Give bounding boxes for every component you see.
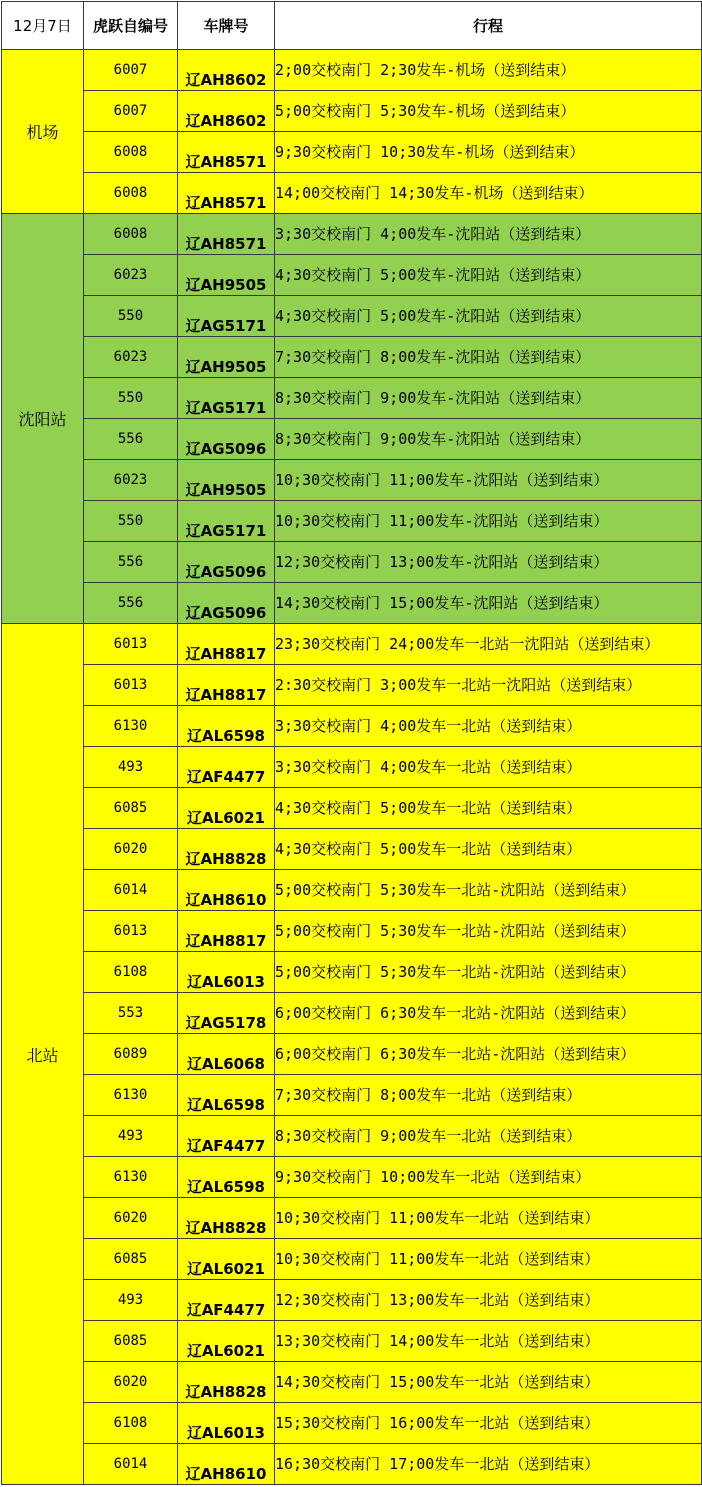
table-row — [2, 501, 702, 542]
route-cell: 3;30交校南门 4;00发车-沈阳站（送到结束） — [275, 214, 702, 255]
plate-cell: 辽AH8571 — [178, 173, 275, 214]
table-row — [2, 993, 702, 1034]
route-cell: 3;30交校南门 4;00发车一北站（送到结束） — [275, 747, 702, 788]
plate-cell: 辽AH8571 — [178, 132, 275, 173]
plate-cell: 辽AH8828 — [178, 1362, 275, 1403]
route-cell: 23;30交校南门 24;00发车一北站一沈阳站（送到结束） — [275, 624, 702, 665]
plate-cell: 辽AG5096 — [178, 542, 275, 583]
vehicle-id-cell: 6013 — [84, 665, 178, 706]
route-cell: 12;30交校南门 13;00发车-沈阳站（送到结束） — [275, 542, 702, 583]
vehicle-id-cell: 6008 — [84, 132, 178, 173]
vehicle-id-cell: 6130 — [84, 706, 178, 747]
plate-cell: 辽AH8828 — [178, 1198, 275, 1239]
plate-cell: 辽AG5096 — [178, 419, 275, 460]
table-row — [2, 829, 702, 870]
vehicle-id-cell: 556 — [84, 419, 178, 460]
plate-cell: 辽AL6021 — [178, 788, 275, 829]
table-row — [2, 788, 702, 829]
table-row — [2, 1280, 702, 1321]
vehicle-id-cell: 6014 — [84, 1444, 178, 1485]
route-cell: 9;30交校南门 10;30发车-机场（送到结束） — [275, 132, 702, 173]
plate-cell: 辽AH9505 — [178, 337, 275, 378]
table-row — [2, 1321, 702, 1362]
route-cell: 3;30交校南门 4;00发车一北站（送到结束） — [275, 706, 702, 747]
table-row — [2, 1116, 702, 1157]
vehicle-id-cell: 6023 — [84, 255, 178, 296]
table-row — [2, 952, 702, 993]
table-row — [2, 1362, 702, 1403]
table-row — [2, 747, 702, 788]
route-cell: 5;00交校南门 5;30发车一北站-沈阳站（送到结束） — [275, 911, 702, 952]
vehicle-id-cell: 6007 — [84, 50, 178, 91]
plate-cell: 辽AH8817 — [178, 665, 275, 706]
route-cell: 2;00交校南门 2;30发车-机场（送到结束） — [275, 50, 702, 91]
table-row — [2, 91, 702, 132]
plate-cell: 辽AL6598 — [178, 1157, 275, 1198]
route-cell: 7;30交校南门 8;00发车一北站（送到结束） — [275, 1075, 702, 1116]
route-cell: 10;30交校南门 11;00发车-沈阳站（送到结束） — [275, 501, 702, 542]
plate-cell: 辽AL6013 — [178, 1403, 275, 1444]
route-cell: 9;30交校南门 10;00发车一北站（送到结束） — [275, 1157, 702, 1198]
schedule-body — [2, 50, 702, 1485]
destination-group-label: 北站 — [2, 624, 84, 1485]
table-row — [2, 1157, 702, 1198]
table-row — [2, 132, 702, 173]
route-cell: 14;30交校南门 15;00发车一北站（送到结束） — [275, 1362, 702, 1403]
vehicle-id-cell: 556 — [84, 583, 178, 624]
route-cell: 5;00交校南门 5;30发车一北站-沈阳站（送到结束） — [275, 870, 702, 911]
plate-cell: 辽AL6068 — [178, 1034, 275, 1075]
route-cell: 15;30交校南门 16;00发车一北站（送到结束） — [275, 1403, 702, 1444]
route-cell: 4;30交校南门 5;00发车-沈阳站（送到结束） — [275, 296, 702, 337]
vehicle-id-cell: 550 — [84, 296, 178, 337]
vehicle-id-cell: 6013 — [84, 911, 178, 952]
route-cell: 10;30交校南门 11;00发车一北站（送到结束） — [275, 1239, 702, 1280]
plate-cell: 辽AL6013 — [178, 952, 275, 993]
table-row — [2, 378, 702, 419]
plate-cell: 辽AG5171 — [178, 296, 275, 337]
route-cell: 12;30交校南门 13;00发车一北站（送到结束） — [275, 1280, 702, 1321]
plate-cell: 辽AF4477 — [178, 1280, 275, 1321]
table-row — [2, 1239, 702, 1280]
vehicle-id-cell: 6008 — [84, 173, 178, 214]
vehicle-id-cell: 553 — [84, 993, 178, 1034]
vehicle-id-cell: 6007 — [84, 91, 178, 132]
vehicle-id-cell: 6108 — [84, 952, 178, 993]
route-cell: 5;00交校南门 5;30发车-机场（送到结束） — [275, 91, 702, 132]
plate-header: 车牌号 — [178, 2, 275, 50]
plate-cell: 辽AG5178 — [178, 993, 275, 1034]
plate-cell: 辽AL6021 — [178, 1321, 275, 1362]
table-row — [2, 50, 702, 91]
destination-group-label: 沈阳站 — [2, 214, 84, 624]
table-row — [2, 870, 702, 911]
plate-cell: 辽AH8602 — [178, 91, 275, 132]
plate-cell: 辽AH9505 — [178, 460, 275, 501]
route-cell: 4;30交校南门 5;00发车一北站（送到结束） — [275, 829, 702, 870]
plate-cell: 辽AG5096 — [178, 583, 275, 624]
vehicle-id-cell: 6020 — [84, 829, 178, 870]
table-row — [2, 542, 702, 583]
table-row — [2, 337, 702, 378]
vehicle-id-cell: 550 — [84, 378, 178, 419]
plate-cell: 辽AH8828 — [178, 829, 275, 870]
table-row — [2, 419, 702, 460]
route-cell: 8;30交校南门 9;00发车-沈阳站（送到结束） — [275, 378, 702, 419]
plate-cell: 辽AL6598 — [178, 1075, 275, 1116]
route-cell: 4;30交校南门 5;00发车-沈阳站（送到结束） — [275, 255, 702, 296]
vehicle-id-cell: 556 — [84, 542, 178, 583]
vehicle-id-header: 虎跃自编号 — [84, 2, 178, 50]
vehicle-id-cell: 493 — [84, 747, 178, 788]
plate-cell: 辽AH8817 — [178, 624, 275, 665]
vehicle-id-cell: 6108 — [84, 1403, 178, 1444]
route-cell: 6;00交校南门 6;30发车一北站-沈阳站（送到结束） — [275, 1034, 702, 1075]
plate-cell: 辽AH8571 — [178, 214, 275, 255]
table-row — [2, 173, 702, 214]
table-row — [2, 911, 702, 952]
plate-cell: 辽AH9505 — [178, 255, 275, 296]
schedule-table — [1, 1, 702, 1485]
plate-cell: 辽AG5171 — [178, 501, 275, 542]
vehicle-id-cell: 6089 — [84, 1034, 178, 1075]
table-row — [2, 583, 702, 624]
vehicle-id-cell: 6020 — [84, 1362, 178, 1403]
table-row — [2, 1075, 702, 1116]
route-cell: 10;30交校南门 11;00发车-沈阳站（送到结束） — [275, 460, 702, 501]
route-cell: 8;30交校南门 9;00发车-沈阳站（送到结束） — [275, 419, 702, 460]
route-cell: 14;00交校南门 14;30发车-机场（送到结束） — [275, 173, 702, 214]
vehicle-id-cell: 6085 — [84, 1239, 178, 1280]
route-cell: 14;30交校南门 15;00发车-沈阳站（送到结束） — [275, 583, 702, 624]
plate-cell: 辽AH8610 — [178, 1444, 275, 1485]
route-cell: 8;30交校南门 9;00发车一北站（送到结束） — [275, 1116, 702, 1157]
route-cell: 7;30交校南门 8;00发车-沈阳站（送到结束） — [275, 337, 702, 378]
table-row — [2, 214, 702, 255]
vehicle-id-cell: 6085 — [84, 788, 178, 829]
vehicle-id-cell: 6008 — [84, 214, 178, 255]
route-cell: 5;00交校南门 5;30发车一北站-沈阳站（送到结束） — [275, 952, 702, 993]
plate-cell: 辽AH8610 — [178, 870, 275, 911]
vehicle-id-cell: 6023 — [84, 337, 178, 378]
plate-cell: 辽AF4477 — [178, 1116, 275, 1157]
vehicle-id-cell: 6130 — [84, 1157, 178, 1198]
table-row — [2, 624, 702, 665]
table-row — [2, 255, 702, 296]
route-header: 行程 — [275, 2, 702, 50]
table-row — [2, 1403, 702, 1444]
plate-cell: 辽AL6598 — [178, 706, 275, 747]
date-header: 12月7日 — [2, 2, 84, 50]
route-cell: 16;30交校南门 17;00发车一北站（送到结束） — [275, 1444, 702, 1485]
route-cell: 10;30交校南门 11;00发车一北站（送到结束） — [275, 1198, 702, 1239]
vehicle-id-cell: 6020 — [84, 1198, 178, 1239]
vehicle-id-cell: 550 — [84, 501, 178, 542]
plate-cell: 辽AH8602 — [178, 50, 275, 91]
vehicle-id-cell: 493 — [84, 1116, 178, 1157]
route-cell: 2:30交校南门 3;00发车一北站一沈阳站（送到结束） — [275, 665, 702, 706]
table-row — [2, 665, 702, 706]
vehicle-id-cell: 493 — [84, 1280, 178, 1321]
vehicle-id-cell: 6013 — [84, 624, 178, 665]
table-row — [2, 1198, 702, 1239]
plate-cell: 辽AG5171 — [178, 378, 275, 419]
plate-cell: 辽AL6021 — [178, 1239, 275, 1280]
vehicle-id-cell: 6085 — [84, 1321, 178, 1362]
vehicle-id-cell: 6023 — [84, 460, 178, 501]
header-row — [2, 2, 702, 50]
plate-cell: 辽AH8817 — [178, 911, 275, 952]
table-row — [2, 296, 702, 337]
table-row — [2, 1034, 702, 1075]
destination-group-label: 机场 — [2, 50, 84, 214]
plate-cell: 辽AF4477 — [178, 747, 275, 788]
vehicle-id-cell: 6014 — [84, 870, 178, 911]
table-row — [2, 460, 702, 501]
vehicle-id-cell: 6130 — [84, 1075, 178, 1116]
table-row — [2, 1444, 702, 1485]
route-cell: 4;30交校南门 5;00发车一北站（送到结束） — [275, 788, 702, 829]
table-row — [2, 706, 702, 747]
route-cell: 6;00交校南门 6;30发车一北站-沈阳站（送到结束） — [275, 993, 702, 1034]
route-cell: 13;30交校南门 14;00发车一北站（送到结束） — [275, 1321, 702, 1362]
